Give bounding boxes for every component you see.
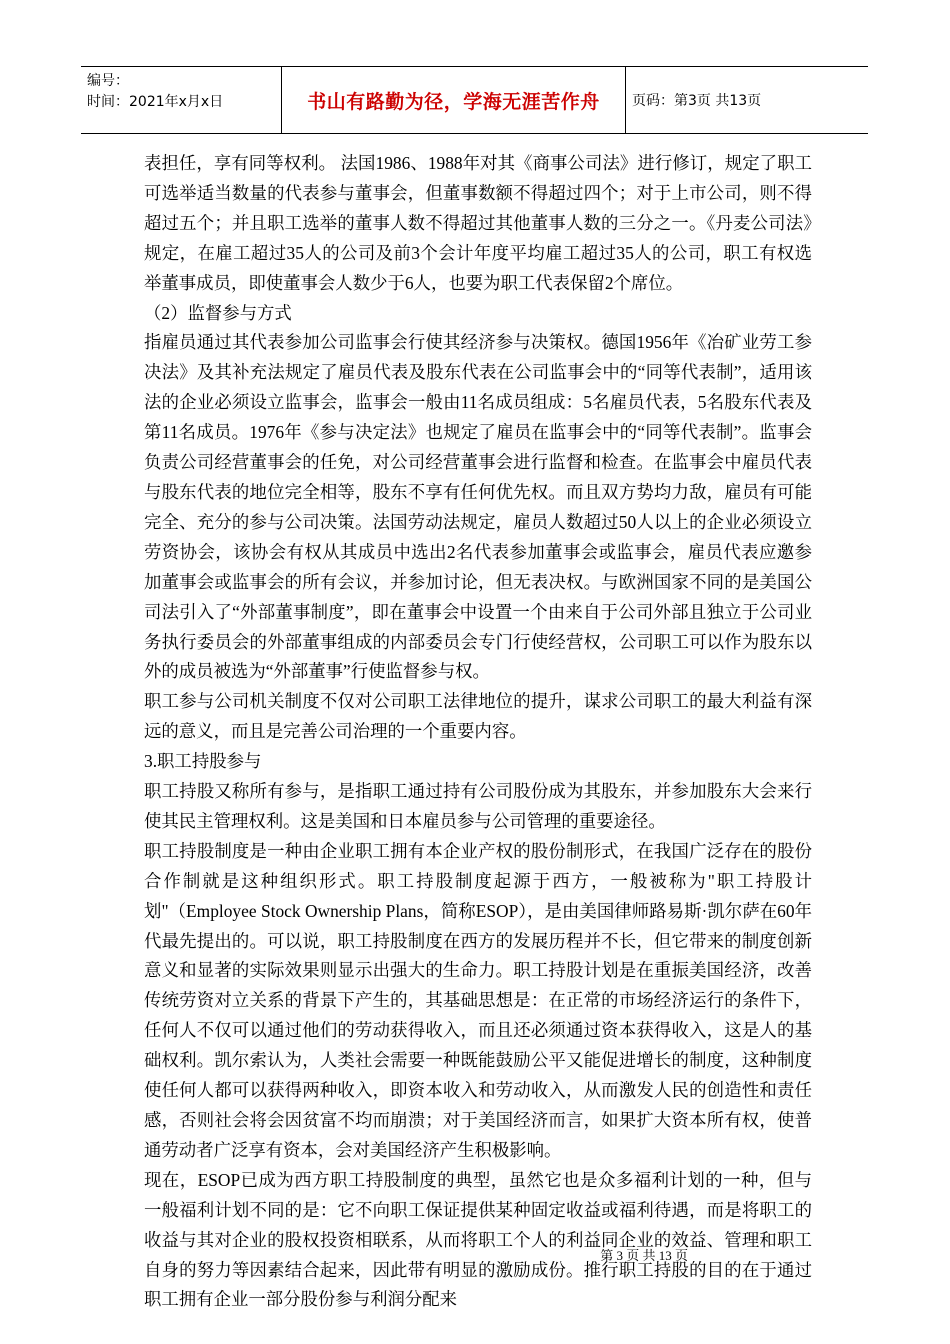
paragraph: 职工持股制度是一种由企业职工拥有本企业产权的股份制形式，在我国广泛存在的股份合作制就是这种组织形式。职工持股制度起源于西方，一般被称为"职工持股计划"（Employee Stock Ownership Plans，简称ESOP），是由美国律师路易斯·凯尔萨在60年代最先提出的。可以说，职工持股制度在西方的发展历程并不长，但它带来的制度创新意义和显著的实际效果则显示出强大的生命力。职工持股计划是在重振美国经济，改善传统劳资对立关系的背景下产生的，其基础思想是：在正常的市场经济运行的条件下，任何人不仅可以通过他们的劳动获得收入，而且还必须通过资本获得收入，这是人的基础权利。凯尔索认为，人类社会需要一种既能鼓励公平又能促进增长的制度，这种制度使任何人都可以获得两种收入，即资本收入和劳动收入，从而激发人民的创造性和责任感，否则社会将会因贫富不均而崩溃；对于美国经济而言，如果扩大资本所有权，使普通劳动者广泛享有资本，会对美国经济产生积极影响。 — [144, 840, 812, 1160]
page-footer — [0, 1245, 950, 1264]
header-page-label: 页码：第3页 共13页 — [632, 93, 762, 109]
header-meta — [81, 67, 281, 133]
header-page-cell — [626, 67, 868, 133]
doc-time-label: 时间：2021年x月x日 — [87, 94, 224, 110]
paragraph: 现在，ESOP已成为西方职工持股制度的典型，虽然它也是众多福利计划的一种，但与一般福利计划不同的是：它不向职工保证提供某种固定收益或福利待遇，而是将职工的收益与其对企业的股权投资相联系，从而将职工个人的利益同企业的效益、管理和职工自身的努力等因素结合起来，因此带有明显的激励成份。推行职工持股的目的在于通过职工拥有企业一部分股份参与利润分配来 — [144, 1169, 812, 1310]
body-text — [144, 149, 812, 1315]
paragraph: 职工参与公司机关制度不仅对公司职工法律地位的提升，谋求公司职工的最大利益有深远的意义，而且是完善公司治理的一个重要内容。 — [144, 691, 812, 742]
page-header — [81, 66, 868, 134]
paragraph: 指雇员通过其代表参加公司监事会行使其经济参与决策权。德国1956年《冶矿业劳工参决法》及其补充法规定了雇员代表及股东代表在公司监事会中的“同等代表制”，适用该法的企业必须设立监事会，监事会一般由11名成员组成：5名雇员代表，5名股东代表及第11名成员。1976年《参与决定法》也规定了雇员在监事会中的“同等代表制”。监事会负责公司经营董事会的任免，对公司经营董事会进行监督和检查。在监事会中雇员代表与股东代表的地位完全相等，股东不享有任何优先权。而且双方势均力敌，雇员有可能完全、充分的参与公司决策。法国劳动法规定，雇员人数超过50人以上的企业必须设立劳资协会，该协会有权从其成员中选出2名代表参加董事会或监事会，雇员代表应邀参加董事会或监事会的所有会议，并参加讨论，但无表决权。与欧洲国家不同的是美国公司法引入了“外部董事制度”，即在董事会中设置一个由来自于公司外部且独立于公司业务执行委员会的外部董事组成的内部委员会专门行使经营权，公司职工可以作为股东以外的成员被选为“外部董事”行使监督参与权。 — [144, 332, 812, 682]
section-heading: （2）监督参与方式 — [144, 302, 292, 323]
paragraph: 表担任，享有同等权利。 法国1986、1988年对其《商事公司法》进行修订，规定了职工可选举适当数量的代表参与董事会，但董事数额不得超过四个；对于上市公司，则不得超过五个；并且职工选举的董事人数不得超过其他董事人数的三分之一。《丹麦公司法》规定，在雇工超过35人的公司及前3个会计年度平均雇工超过35人的公司，职工有权选举董事成员，即使董事会人数少于6人，也要为职工代表保留2个席位。 — [144, 153, 812, 293]
header-motto-cell — [281, 67, 626, 133]
section-heading: 3.职工持股参与 — [144, 751, 262, 772]
paragraph: 职工持股又称所有参与，是指职工通过持有公司股份成为其股东，并参加股东大会来行使其民主管理权利。这是美国和日本雇员参与公司管理的重要途径。 — [144, 781, 812, 831]
doc-code-label: 编号： — [87, 73, 129, 89]
header-motto: 书山有路勤为径，学海无涯苦作舟 — [307, 90, 600, 113]
footer-page-number: 第 3 页 共 13 页 — [600, 1248, 688, 1263]
